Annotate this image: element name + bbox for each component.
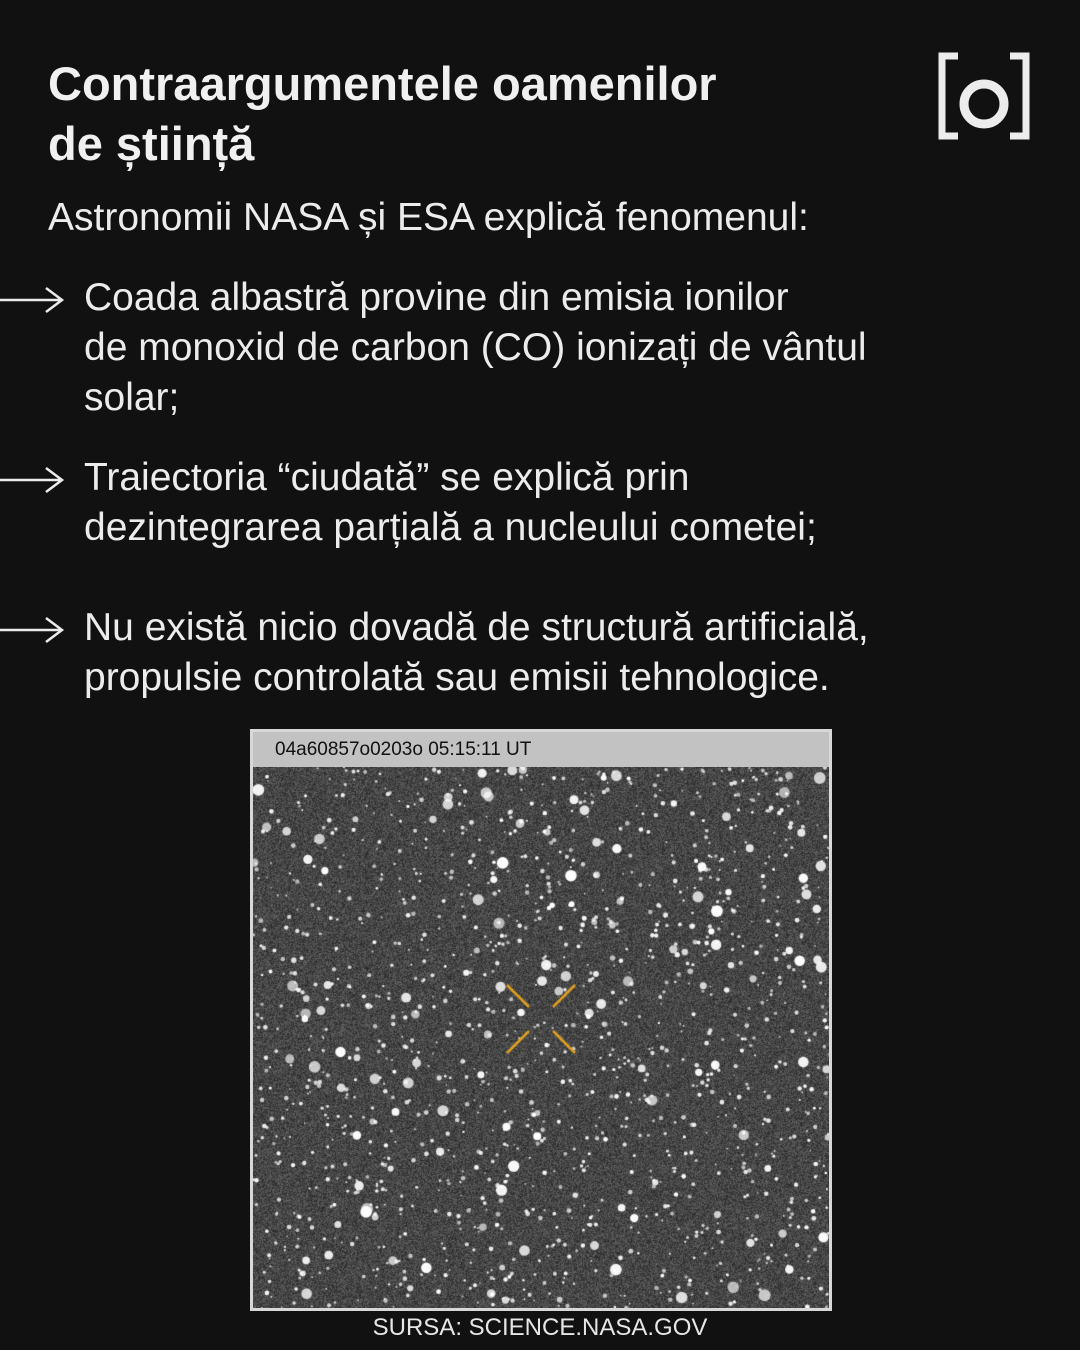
bullet-item: Traiectoria “ciudată” se explică prin dezintegrarea parțială a nucleului cometei;	[84, 456, 817, 549]
source-credit: SURSA: SCIENCE.NASA.GOV	[372, 1314, 708, 1341]
title-line: Contraargumentele oamenilor	[48, 57, 717, 110]
subtitle: Astronomii NASA și ESA explică fenomenul:	[48, 196, 809, 239]
starfield-image	[250, 729, 832, 1311]
title-line: de știință	[48, 117, 255, 170]
brand-logo	[938, 52, 1030, 140]
arrow-right-icon	[0, 285, 66, 315]
starfield-canvas	[253, 767, 829, 1308]
bullet-item: Coada albastră provine din emisia ionilor de monoxid de carbon (CO) ionizați de vântul solar;	[84, 276, 867, 419]
arrow-right-icon	[0, 465, 66, 495]
page-title	[48, 54, 717, 174]
arrow-right-icon	[0, 615, 66, 645]
bullet-item: Nu există nicio dovadă de structură artificială, propulsie controlată sau emisii tehnologice.	[84, 606, 869, 699]
image-header: 04a60857o0203o 05:15:11 UT	[253, 732, 829, 767]
